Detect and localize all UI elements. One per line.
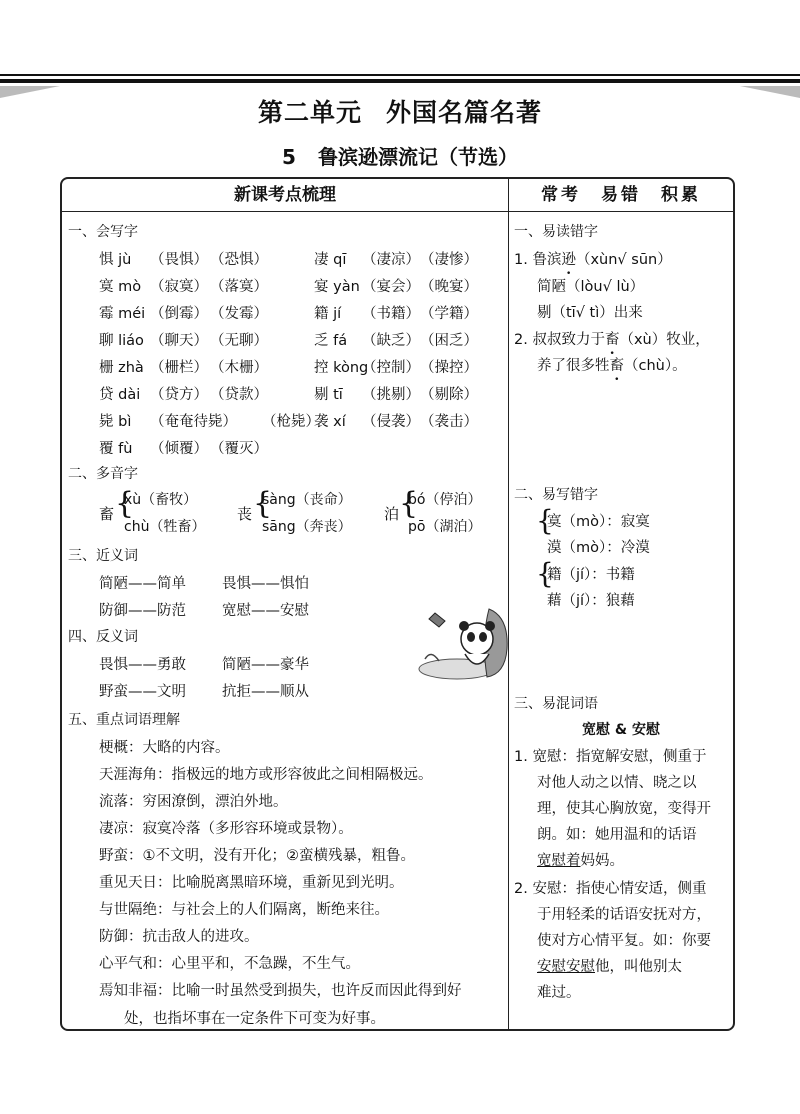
emphasized-char: 逊 xyxy=(561,252,576,268)
text: 养了很多牲 xyxy=(537,358,610,374)
brace: { xyxy=(399,486,419,521)
word-char: 贷 dài xyxy=(99,387,141,403)
left-header: 新课考点梳理 xyxy=(62,179,508,212)
word-example: （侵袭） xyxy=(362,414,420,430)
definition-item: 与世隔绝：与社会上的人们隔离，断绝来往。 xyxy=(99,902,389,918)
cartoon-illustration xyxy=(417,599,517,687)
brace: { xyxy=(115,486,135,521)
paragraph-line: 使对方心情平复。如：你要 xyxy=(537,933,711,949)
underlined-word: 安慰安慰 xyxy=(537,959,595,975)
word-example: （贷款） xyxy=(210,387,268,403)
confusable-subtitle: 宽慰 & 安慰 xyxy=(582,722,660,738)
miswrite-item: 漠（mò）：冷漠 xyxy=(547,540,650,556)
reading: bó（停泊） xyxy=(408,492,482,508)
word-char: 毙 bì xyxy=(99,414,132,430)
unit-title-part2: 外国名篇名著 xyxy=(386,98,543,127)
definition-item: 焉知非福：比喻一时虽然受到损失，也许反而因此得到好 xyxy=(99,983,462,999)
paragraph-line: 2. 安慰：指使心情安适，侧重 xyxy=(514,881,707,897)
word-example: （凄惨） xyxy=(420,252,478,268)
miswrite-item: 藉（jí）：狼藉 xyxy=(547,593,635,609)
synonym-pair: 畏惧——惧怕 xyxy=(222,576,309,592)
polyphone-char: 丧 xyxy=(237,505,253,523)
word-char: 寞 mò xyxy=(99,279,142,295)
word-example: （无聊） xyxy=(210,333,268,349)
unit-title-part1: 第二单元 xyxy=(257,98,362,127)
section-4-heading: 四、反义词 xyxy=(68,629,138,645)
word-example: （枪毙） xyxy=(262,414,320,430)
brace: { xyxy=(536,504,554,537)
top-rule xyxy=(0,74,800,88)
definition-item: 重见天日：比喻脱离黑暗环境，重新见到光明。 xyxy=(99,875,404,891)
word-example: （剔除） xyxy=(420,387,478,403)
underlined-word: 宽慰着 xyxy=(537,853,581,869)
word-example: （宴会） xyxy=(362,279,420,295)
misread-item-1c: 剔（tī√ tì）出来 xyxy=(537,305,643,321)
paragraph-line: 1. 宽慰：指宽解安慰，侧重于 xyxy=(514,749,707,765)
word-example: （倒霉） xyxy=(150,306,208,322)
paragraph-line xyxy=(537,849,624,870)
word-example: （挑剔） xyxy=(362,387,420,403)
word-example: （晚宴） xyxy=(420,279,478,295)
text: 他，叫他别太 xyxy=(595,959,682,975)
word-char: 覆 fù xyxy=(99,441,133,457)
section-5-heading: 五、重点词语理解 xyxy=(68,712,180,728)
text: （xù）牧业， xyxy=(619,332,710,348)
brace: { xyxy=(536,557,554,590)
miswrite-item: 寞（mò）：寂寞 xyxy=(547,514,650,530)
definition-item: 野蛮：①不文明，没有开化；②蛮横残暴，粗鲁。 xyxy=(99,848,415,864)
brace: { xyxy=(253,486,273,521)
lesson-title xyxy=(0,141,800,170)
word-char: 聊 liáo xyxy=(99,333,144,349)
text: （chù）。 xyxy=(624,358,687,374)
paragraph-line: 朗。如：她用温和的话语 xyxy=(537,827,697,843)
word-example: （倾覆） xyxy=(150,441,208,457)
right-section-2-heading: 二、易写错字 xyxy=(514,487,598,503)
lesson-number: 5 xyxy=(282,145,296,169)
paragraph-line: 于用轻柔的话语安抚对方， xyxy=(537,907,711,923)
lesson-title-text: 鲁滨逊漂流记（节选） xyxy=(317,145,518,169)
word-char: 栅 zhà xyxy=(99,360,144,376)
emphasized-char: 畜 xyxy=(604,332,620,348)
word-example: （困乏） xyxy=(420,333,478,349)
misread-item-2 xyxy=(514,328,710,349)
definition-item: 梗概：大略的内容。 xyxy=(99,740,230,756)
word-example: （寂寞） xyxy=(150,279,208,295)
text: 妈妈。 xyxy=(580,853,624,869)
content-frame xyxy=(60,177,735,1031)
word-example: （落寞） xyxy=(210,279,268,295)
word-example: （覆灭） xyxy=(210,441,268,457)
word-char: 袭 xí xyxy=(314,414,346,430)
definition-item: 心平气和：心里平和，不急躁，不生气。 xyxy=(99,956,360,972)
right-header: 常考 易错 积累 xyxy=(508,179,734,212)
definition-continuation: 处，也指坏事在一定条件下可变为好事。 xyxy=(124,1011,385,1027)
paragraph-line xyxy=(537,955,682,976)
word-example: （贷方） xyxy=(150,387,208,403)
text: 1. 鲁滨 xyxy=(514,252,562,268)
right-section-3-heading: 三、易混词语 xyxy=(514,696,598,712)
word-char: 霉 méi xyxy=(99,306,146,322)
synonym-pair: 简陋——简单 xyxy=(99,576,186,592)
word-example: （发霉） xyxy=(210,306,268,322)
antonym-pair: 抗拒——顺从 xyxy=(222,684,309,700)
misread-item-1b: 简陋（lòu√ lù） xyxy=(537,279,645,295)
definition-item: 防御：抗击敌人的进攻。 xyxy=(99,929,259,945)
right-section-1-heading: 一、易读错字 xyxy=(514,224,598,240)
word-char: 宴 yàn xyxy=(314,279,360,295)
word-example: （学籍） xyxy=(420,306,478,322)
word-example: （聊天） xyxy=(150,333,208,349)
emphasized-char: 畜 xyxy=(609,358,624,374)
word-example: （缺乏） xyxy=(362,333,420,349)
word-example: （控制） xyxy=(362,360,420,376)
word-example: （奄奄待毙） xyxy=(150,414,237,430)
reading: chù（牲畜） xyxy=(124,519,206,535)
word-char: 控 kòng xyxy=(314,360,369,376)
antonym-pair: 畏惧——勇敢 xyxy=(99,657,186,673)
synonym-pair: 宽慰——安慰 xyxy=(222,603,309,619)
word-char: 籍 jí xyxy=(314,306,342,322)
antonym-pair: 野蛮——文明 xyxy=(99,684,186,700)
polyphone-char: 畜 xyxy=(99,505,115,523)
definition-item: 凄凉：寂寞冷落（多形容环境或景物）。 xyxy=(99,821,353,837)
word-example: （袭击） xyxy=(420,414,478,430)
word-char: 凄 qī xyxy=(314,252,347,268)
text: （xùn√ sūn） xyxy=(575,252,672,268)
word-char: 乏 fá xyxy=(314,333,348,349)
definition-item: 流落：穷困潦倒，漂泊外地。 xyxy=(99,794,288,810)
word-example: （木栅） xyxy=(210,360,268,376)
word-example: （凄凉） xyxy=(362,252,420,268)
section-3-heading: 三、近义词 xyxy=(68,548,138,564)
miswrite-item: 籍（jí）：书籍 xyxy=(547,567,635,583)
reading: pō（湖泊） xyxy=(408,519,482,535)
misread-item-2b xyxy=(537,354,687,375)
reading: xù（畜牧） xyxy=(124,492,198,508)
section-2-heading: 二、多音字 xyxy=(68,466,138,482)
synonym-pair: 防御——防范 xyxy=(99,603,186,619)
misread-item-1 xyxy=(514,248,672,269)
word-char: 剔 tī xyxy=(314,387,343,403)
reading: sàng（丧命） xyxy=(262,492,352,508)
unit-title xyxy=(0,93,800,129)
polyphone-char: 泊 xyxy=(384,505,400,523)
paragraph-line: 难过。 xyxy=(537,985,581,1001)
reading: sāng（奔丧） xyxy=(262,519,352,535)
paragraph-line: 理，使其心胸放宽，变得开 xyxy=(537,801,711,817)
word-example: （书籍） xyxy=(362,306,420,322)
word-example: （操控） xyxy=(420,360,478,376)
definition-item: 天涯海角：指极远的地方或形容彼此之间相隔极远。 xyxy=(99,767,433,783)
section-1-heading: 一、会写字 xyxy=(68,224,138,240)
word-example: （恐惧） xyxy=(210,252,268,268)
word-char: 惧 jù xyxy=(99,252,132,268)
antonym-pair: 简陋——豪华 xyxy=(222,657,309,673)
word-example: （栅栏） xyxy=(150,360,208,376)
text: 2. 叔叔致力于 xyxy=(514,332,605,348)
word-example: （畏惧） xyxy=(150,252,208,268)
paragraph-line: 对他人动之以情、晓之以 xyxy=(537,775,697,791)
